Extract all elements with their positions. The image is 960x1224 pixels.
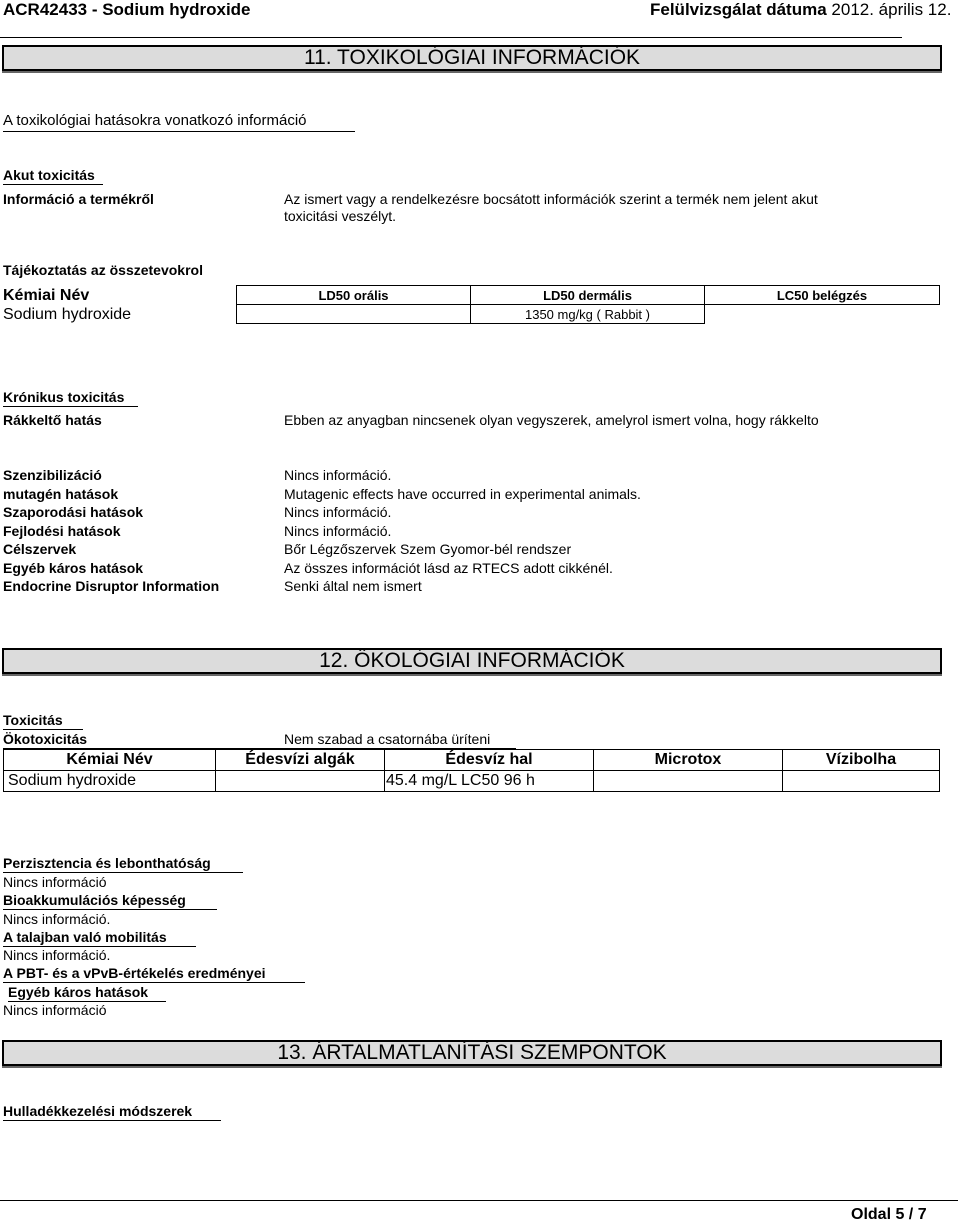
carcinogenic-label: Rákkeltő hatás	[3, 412, 102, 428]
prop-value: Mutagenic effects have occurred in experimental animals.	[284, 486, 641, 502]
cell-chem-name: Sodium hydroxide	[4, 771, 216, 792]
cell-microtox	[594, 771, 783, 792]
col-microtox: Microtox	[594, 750, 783, 771]
other-effects-heading: Egyéb káros hatások	[8, 984, 166, 1002]
tox-effects-heading: A toxikológiai hatásokra vonatkozó információ	[3, 112, 355, 132]
cell-daphnia	[783, 771, 940, 792]
waste-heading: Hulladékkezelési módszerek	[3, 1103, 221, 1121]
prop-value: Nincs információ.	[284, 467, 392, 483]
prop-label: Endocrine Disruptor Information	[3, 578, 220, 594]
prop-value: Nincs információ.	[284, 523, 392, 539]
cell-lc50-inhal	[705, 305, 940, 324]
prop-value: Bőr Légzőszervek Szem Gyomor-bél rendszer	[284, 541, 572, 557]
cell-ld50-oral	[237, 305, 471, 324]
pbt-heading: A PBT- és a vPvB-értékelés eredményei	[3, 965, 305, 983]
chem-name-label: Kémiai Név	[3, 287, 90, 304]
prop-value: Az összes információt lásd az RTECS adott cikkénél.	[284, 560, 613, 576]
product-title: ACR42433 - Sodium hydroxide	[3, 0, 251, 19]
persistence-heading: Perzisztencia és lebonthatóság	[3, 855, 243, 873]
persistence-text: Nincs információ	[3, 874, 107, 890]
col-ld50-dermal: LD50 dermális	[471, 286, 705, 305]
mobility-heading: A talajban való mobilitás	[3, 929, 196, 947]
prop-label: Egyéb káros hatások	[3, 560, 144, 576]
components-heading: Tájékoztatás az összetevokrol	[3, 262, 203, 278]
other-effects-text: Nincs információ	[3, 1002, 107, 1018]
product-info-label: Információ a termékről	[3, 191, 154, 207]
ecotox-label: Ökotoxicitás	[3, 731, 88, 747]
ld50-table	[236, 285, 940, 324]
review-date-value: 2012. április 12.	[831, 0, 952, 19]
cell-fish: 45.4 mg/L LC50 96 h	[385, 771, 594, 792]
page-number: Oldal 5 / 7	[851, 1206, 927, 1223]
acute-heading: Akut toxicitás	[3, 167, 103, 185]
prop-label: Szenzibilizáció	[3, 467, 102, 483]
section-12-title: 12. ÖKOLÓGIAI INFORMÁCIÓK	[319, 649, 625, 672]
section-12-banner	[2, 648, 942, 674]
prop-value: Senki által nem ismert	[284, 578, 422, 594]
section-11-title: 11. TOXIKOLÓGIAI INFORMÁCIÓK	[303, 46, 641, 69]
bioaccumulation-heading: Bioakkumulációs képesség	[3, 892, 217, 910]
cell-ld50-dermal: 1350 mg/kg ( Rabbit )	[471, 305, 705, 324]
ecotox-table	[3, 749, 940, 792]
section-11-banner	[2, 45, 942, 71]
col-algae: Édesvízi algák	[216, 750, 385, 771]
cell-algae	[216, 771, 385, 792]
section-13-title: 13. ÁRTALMATLANÍTÁSI SZEMPONTOK	[277, 1041, 667, 1064]
toxicity-heading: Toxicitás	[3, 712, 83, 730]
header-rule	[0, 37, 902, 38]
mobility-text: Nincs információ.	[3, 947, 111, 963]
prop-label: Célszervek	[3, 541, 77, 557]
col-daphnia: Vízibolha	[783, 750, 940, 771]
footer-rule	[0, 1200, 958, 1201]
col-fish: Édesvíz hal	[385, 750, 594, 771]
prop-label: mutagén hatások	[3, 486, 119, 502]
chronic-heading: Krónikus toxicitás	[3, 389, 138, 407]
review-date	[650, 0, 951, 20]
bioaccumulation-text: Nincs információ.	[3, 911, 111, 927]
col-ld50-oral: LD50 orális	[237, 286, 471, 305]
product-info-text-2: toxicitási veszélyt.	[284, 208, 397, 224]
carcinogenic-text: Ebben az anyagban nincsenek olyan vegyszerek, amelyrol ismert volna, hogy rákkelto	[284, 412, 819, 428]
prop-label: Fejlodési hatások	[3, 523, 121, 539]
review-label: Felülvizsgálat dátuma	[650, 0, 827, 19]
ecotox-text: Nem szabad a csatornába üríteni	[284, 731, 491, 747]
prop-label: Szaporodási hatások	[3, 504, 144, 520]
col-chem-name: Kémiai Név	[4, 750, 216, 771]
prop-value: Nincs információ.	[284, 504, 392, 520]
component-name: Sodium hydroxide	[3, 306, 132, 323]
section-13-banner	[2, 1040, 942, 1066]
product-info-text-1: Az ismert vagy a rendelkezésre bocsátott információk szerint a termék nem jelent akut	[284, 191, 818, 207]
col-lc50-inhal: LC50 belégzés	[705, 286, 940, 305]
